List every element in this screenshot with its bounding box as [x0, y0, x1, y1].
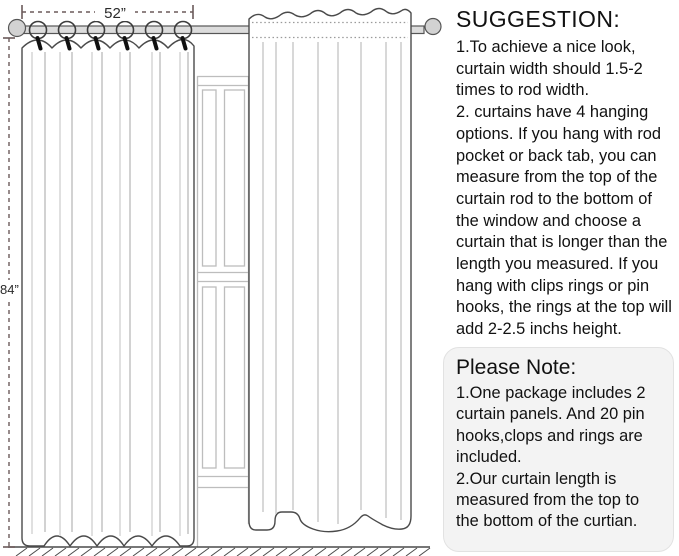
right-curtain-panel: [249, 9, 411, 532]
window-frame: [197, 76, 249, 547]
note-item-1: 1.One package includes 2 curtain panels. And 20 pin hooks,clops and rings are included.: [456, 384, 646, 467]
width-measurement: [22, 2, 193, 22]
rod-width-label: 52”: [104, 5, 126, 22]
note-title: Please Note:: [456, 356, 577, 379]
left-curtain-panel: [22, 39, 194, 546]
floor: [8, 547, 430, 556]
note-item-2: 2.Our curtain length is measured from the top to the bottom of the curtian.: [456, 469, 640, 531]
height-measurement: [0, 38, 21, 547]
rod-finial-right: [425, 19, 441, 35]
please-note-box: [443, 347, 674, 552]
left-curtain-outline: [22, 39, 194, 546]
rod-finial-left: [9, 20, 26, 37]
suggestion-item-2: 2. curtains have 4 hanging options. If you hang with rod pocket or back tab, you can measure from the top of the curtain rod to the bottom of the window and choose a curtain that is longer than the length you measured. If you hang with clips rings or pin hooks, the rings at the top will add 2-2.5 inchs height.: [456, 103, 672, 339]
suggestion-item-1: 1.To achieve a nice look, curtain width should 1.5-2 times to rod width.: [456, 38, 643, 100]
curtain-length-label: 84”: [0, 282, 19, 297]
suggestion-title: SUGGESTION:: [456, 6, 621, 32]
suggestion-section: [456, 6, 679, 341]
floor-hatching: [16, 548, 430, 556]
